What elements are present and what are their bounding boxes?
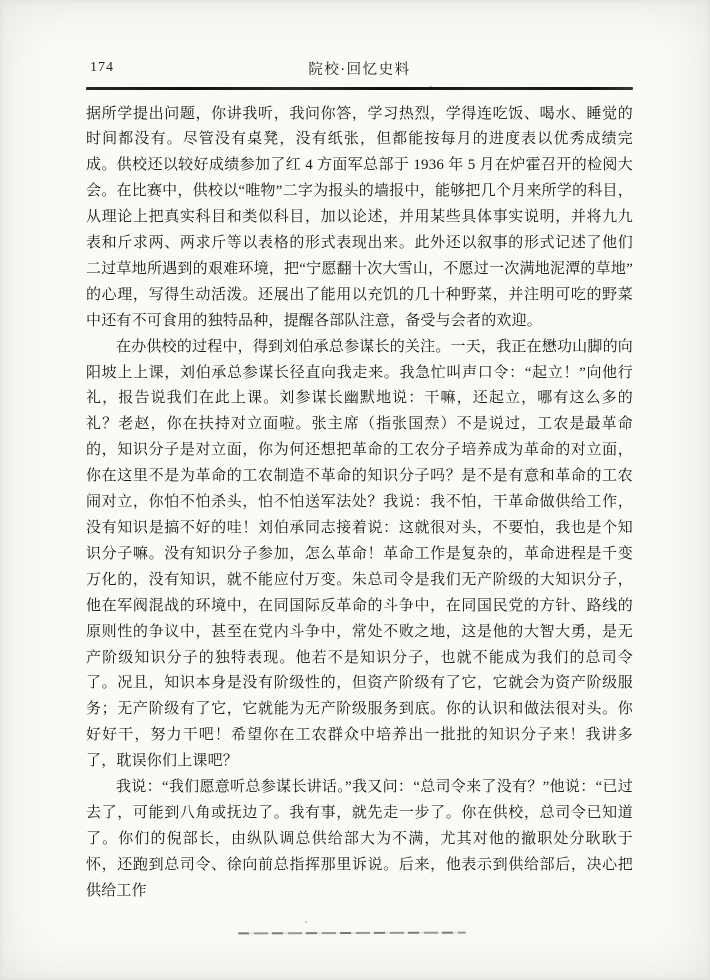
paragraph: 我说：“我们愿意听总参谋长讲话。”我又问：“总司令来了没有？”他说：“已过去了，可能到八角或抚边了。我有事，就先走一步了。你在供校，总司令已知道了。你们的倪部长，由纵队调总供给部大为不满，尤其对他的撤职处分耿耿于怀，还跑到总司令、徐向前总指挥那里诉说。后来，他表示到供给部后，决心把供给工作 [86, 779, 633, 899]
article-body [86, 102, 633, 905]
scan-speck [305, 921, 307, 923]
paragraph-continuation: 据所学提出问题，你讲我听，我问你答，学习热烈，学得连吃饭、喝水、睡觉的时间都没有。尽管没有桌凳，没有纸张，但都能按每月的进度表以优秀成绩完成。供校还以较好成绩参加了红 4 方面军总部于 1936 年 5 月在炉霍召开的检阅大会。在比赛中，供校以“唯物”二字为报头的墙报中，能够把几个月来所学的科目，从理论上把真实科目和类似科目，加以论述，并用某些具体事实说明，并将九九表和斤求两、两求斤等以表格的形式表现出来。此外还以叙事的形式记述了他们二过草地所遇到的艰难环境，把“宁愿翻十次大雪山，不愿过一次满地泥潭的草地”的心理，写得生动活泼。还展出了能用以充饥的几十种野菜，并注明可吃的野菜中还有不可食用的独特品种，提醒各部队注意，备受与会者的欢迎。 [86, 105, 633, 329]
text-column [86, 58, 633, 905]
scan-artifact-line [238, 932, 466, 935]
paragraph: 在办供校的过程中，得到刘伯承总参谋长的关注。一天，我正在懋功山脚的向阳坡上上课，刘伯承总参谋长径直向我走来。我急忙叫声口令：“起立！”向他行礼，报告说我们在此上课。刘参谋长幽默地说：干嘛，还起立，哪有这么多的礼？老赵，你在扶持对立面啦。张主席（指张国焘）不是说过，工农是最革命的，知识分子是对立面，你为何还想把革命的工农分子培养成为革命的对立面，你在这里不是为革命的工农制造不革命的知识分子吗？是不是有意和革命的工农闹对立，你怕不怕杀头，怕不怕送军法处？我说：我不怕，干革命做供给工作，没有知识是搞不好的哇！刘伯承同志接着说：这就很对头，不要怕，我也是个知识分子嘛。没有知识分子参加，怎么革命！革命工作是复杂的，革命进程是千变万化的，没有知识，就不能应付万变。朱总司令是我们无产阶级的大知识分子，他在军阀混战的环境中，在同国际反革命的斗争中，在同国民党的方针、路线的原则性的争议中，甚至在党内斗争中，常处不败之地，这是他的大智大勇，是无产阶级知识分子的独特表现。他若不是知识分子，也就不能成为我们的总司令了。况且，知识本身是没有阶级性的，但资产阶级有了它，它就会为资产阶级服务；无产阶级有了它，它就能为无产阶级服务到底。你的认识和做法很对头。你好好干，努力干吧！希望你在工农群众中培养出一批批的知识分子来！我讲多了，耽误你们上课吧？ [86, 338, 633, 770]
running-head-title: 院校·回忆史料 [308, 62, 411, 78]
scan-speck [429, 86, 432, 88]
header-rule-divider [86, 87, 633, 90]
page-number: 174 [90, 60, 114, 75]
page-header [86, 58, 633, 84]
